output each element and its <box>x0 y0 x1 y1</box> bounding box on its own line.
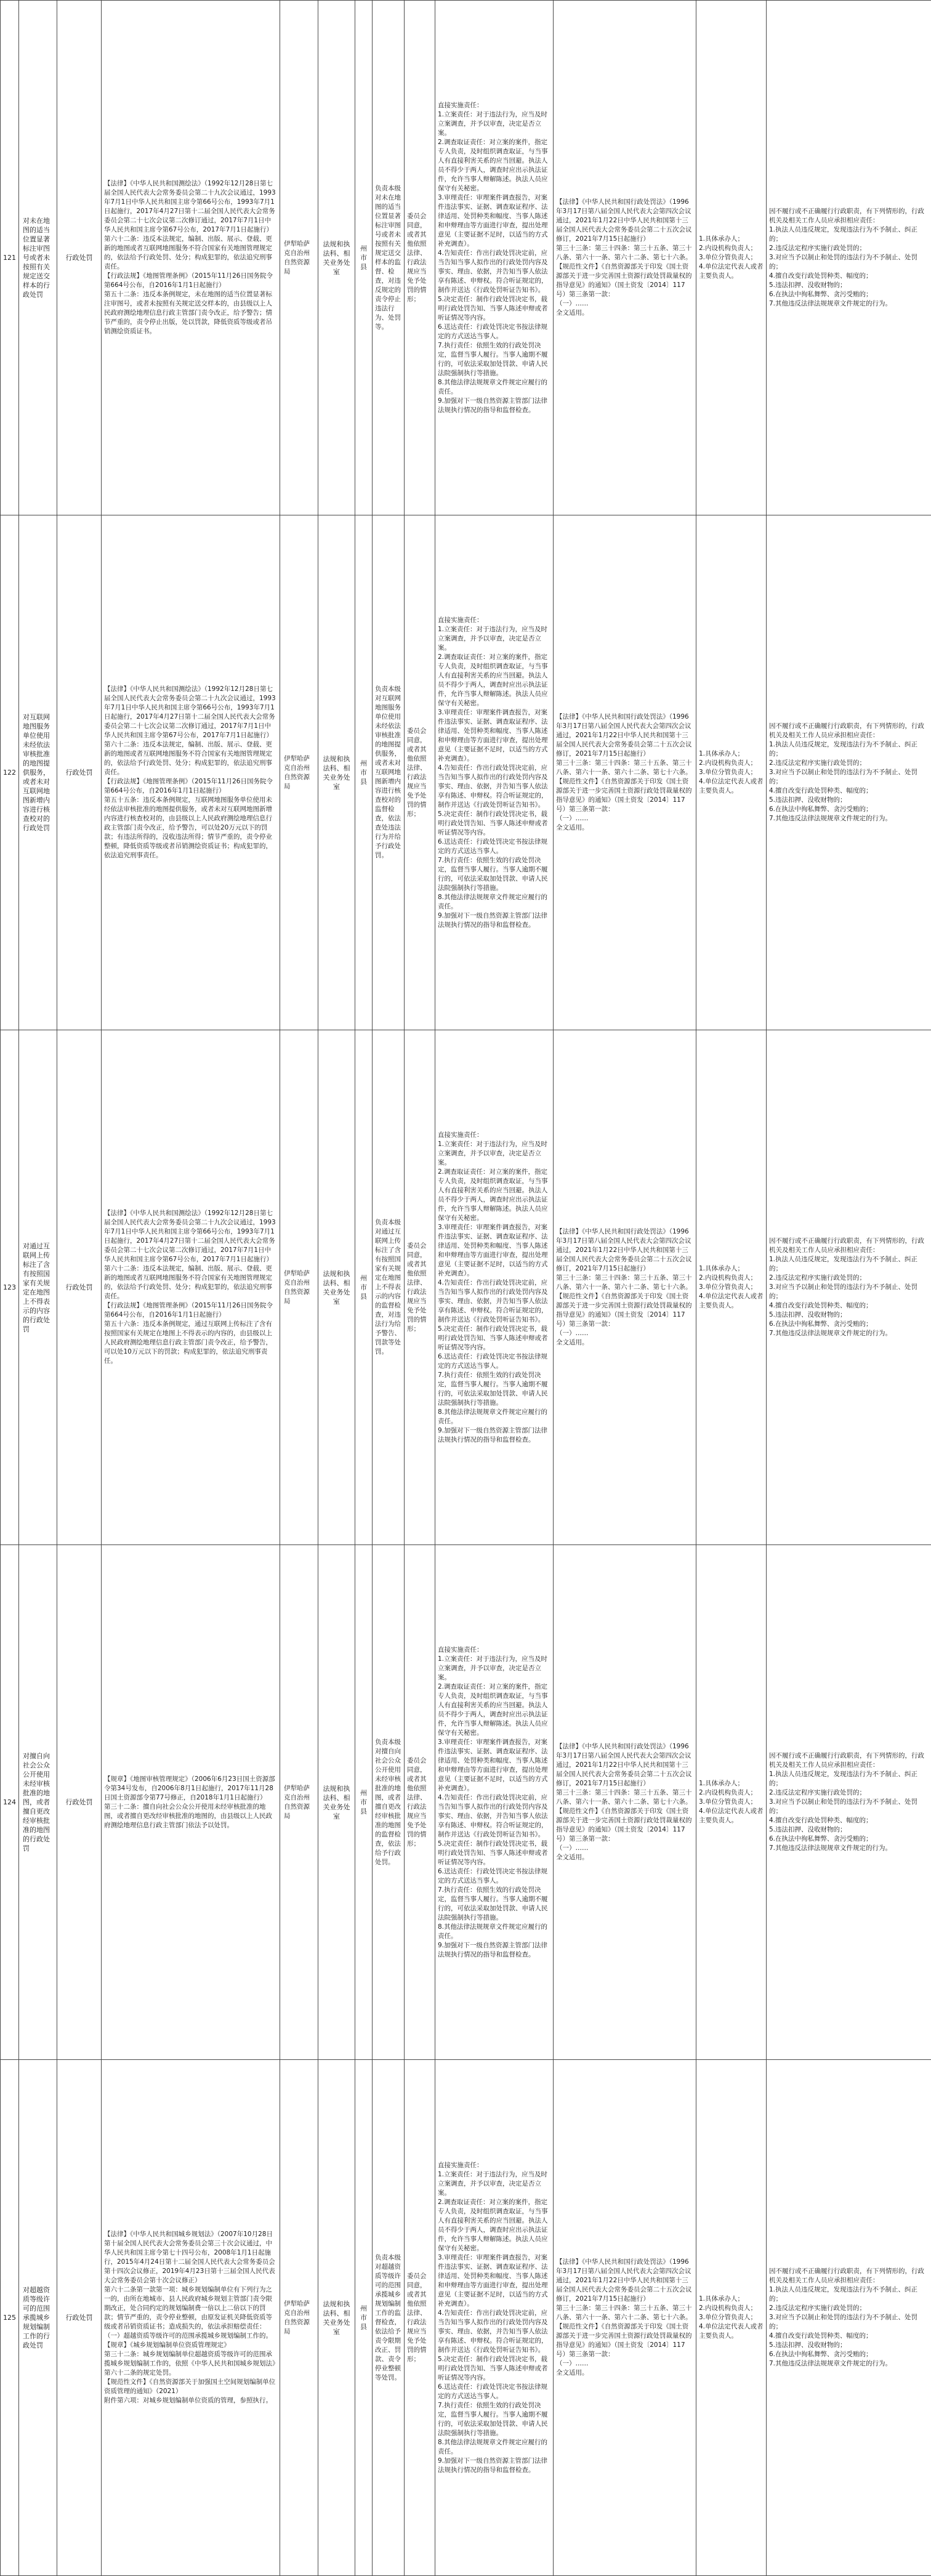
level-cell: 州市县 <box>355 2060 373 2576</box>
level-cell: 州市县 <box>355 1030 373 1545</box>
legal-basis-cell: 【法律】《中华人民共和国测绘法》（1992年12月28日第七届全国人民代表大会常务委员会第二十九次会议通过，1993年7月1日中华人民共和国主席令第66号公布，1993年7月1日起施行，2017年4月27日第十二届全国人民代表大会常务委员会第二十七次会议第二次修订通过，2017年7月1日中华人民共和国主席令第67号公布，2017年7月1日起施行） 第六十二条：违反本法规定，编制、出版、展示、登载、更新的地图或者互联网地图服务不符合国家有关地图管理规定的，依法给予行政处罚、处分；构成犯罪的，依法追究刑事责任。 【行政法规】《地图管理条例》（2015年11月26日国务院令第664号公布，自2016年1月1日起施行） 第五十五条：违反本条例规定，互联网地图服务单位使用未经依法审核批准的地图提供服务，或者未对互联网地图新增内容进行核查校对的，由县级以上人民政府测绘地理信息行政主管部门责令改正，给予警告，可以处20万元以下的罚款；有违法所得的，没收违法所得；情节严重的，责令停业整顿，降低资质等级或者吊销测绘资质证书；构成犯罪的，依法追究刑事责任。 <box>102 515 280 1030</box>
exempt-basis-cell: 【法律】《中华人民共和国行政处罚法》（1996年3月17日第八届全国人民代表大会第四次会议通过，2021年1月22日中华人民共和国第十三届全国人民代表大会常务委员会第二十五次会议修订，2021年7月15日起施行） 第三十三条：第三十四条：第三十五条、第三十八条、第六十一条、第六十二条、第七十六条。 【规范性文件】《自然资源部关于印发《国土资源部关于进一步完善国土资源行政处罚裁量权的指导意见》的通知》（国土资发〔2014〕117号）第三条第一款： （一）…… 全文适用。 <box>554 1 696 515</box>
accountability-grounds-cell: 因不履行或不正确履行行政职责，有下列情形的，行政机关及相关工作人员应承担相应责任： 1.执法人员违反规定，发现违法行为不予制止、纠正的； 2.违反法定程序实施行政处罚的； 3.对应当予以制止和处罚的违法行为不予制止、处罚的； 4.擅自改变行政处罚种类、幅度的； 5.违法扣押、没收财物的； 6.在执法中徇私舞弊、贪污受贿的； 7.其他违反法律法规规章文件规定的行为。 <box>767 1 931 515</box>
content-cell: 负责本级对互联网地图服务单位使用未经依法审核批准的地图提供服务，或者未对互联网地图新增内容进行核查校对的监督检查，依法查处违法行为并给予行政处罚。 <box>373 515 405 1030</box>
agency-cell: 伊犁哈萨克自治州自然资源局 <box>280 1030 318 1545</box>
row-seq-cell: 125 <box>1 2060 19 2576</box>
exemption-note-cell: 委员会同意，或者其他依照法律、行政法规应当免予处罚的情形； <box>405 1545 435 2060</box>
agency-cell: 伊犁哈萨克自治州自然资源局 <box>280 1 318 515</box>
table-row <box>1 1545 931 2060</box>
item-type-cell: 行政处罚 <box>57 2060 102 2576</box>
exempt-basis-cell: 【法律】《中华人民共和国行政处罚法》（1996年3月17日第八届全国人民代表大会第四次会议通过，2021年1月22日中华人民共和国第十三届全国人民代表大会常务委员会第二十五次会议修订，2021年7月15日起施行） 第三十三条：第三十四条：第三十五条、第三十八条、第六十一条、第六十二条、第七十六条。 【规范性文件】《自然资源部关于印发《国土资源部关于进一步完善国土资源行政处罚裁量权的指导意见》的通知》（国土资发〔2014〕117号）第三条第一款： （一）…… 全文适用。 <box>554 1545 696 2060</box>
level-cell: 州市县 <box>355 515 373 1030</box>
accountable-persons-cell: 1.具体承办人； 2.内设机构负责人； 3.单位分管负责人； 4.单位法定代表人或者主要负责人。 <box>696 515 767 1030</box>
legal-basis-cell: 【法律】《中华人民共和国测绘法》（1992年12月28日第七届全国人民代表大会常务委员会第二十九次会议通过，1993年7月1日中华人民共和国主席令第66号公布，1993年7月1日起施行，2017年4月27日第十二届全国人民代表大会常务委员会第二十七次会议第二次修订通过，2017年7月1日中华人民共和国主席令第67号公布，2017年7月1日起施行） 第六十二条：违反本法规定，编制、出版、展示、登载、更新的地图或者互联网地图服务不符合国家有关地图管理规定的，依法给予行政处罚、处分；构成犯罪的，依法追究刑事责任。 【行政法规】《地图管理条例》（2015年11月26日国务院令第664号公布，自2016年1月1日起施行） 第五十二条：违反本条例规定，未在地图的适当位置显著标注审图号，或者未按照有关规定送交样本的，由县级以上人民政府测绘地理信息行政主管部门责令改正，给予警告；情节严重的，责令停止出版，处以罚款，降低资质等级或者吊销测绘资质证书。 <box>102 1 280 515</box>
duty-cell: 直接实施责任： 1.立案责任：对于违法行为，应当及时立案调查，并予以审查，决定是否立案。 2.调查取证责任：对立案的案件，指定专人负责，及时组织调查取证，与当事人有直接利害关系的应当回避。执法人员不得少于两人，调查时应出示执法证件，允许当事人辩解陈述。执法人员应保守有关秘密。 3.审理责任：审理案件调查报告，对案件违法事实、证据、调查取证程序、法律适用、处罚种类和幅度、当事人陈述和申辩理由等方面进行审查，提出处理意见（主要证据不足时，以适当的方式补充调查）。 4.告知责任：作出行政处罚决定前，应当告知当事人拟作出的行政处罚内容及事实、理由、依据，并告知当事人依法享有陈述、申辩权。符合听证规定的，制作并送达《行政处罚听证告知书》。 5.决定责任：制作行政处罚决定书，载明行政处罚告知、当事人陈述申辩或者听证情况等内容。 6.送达责任：行政处罚决定书按法律规定的方式送达当事人。 7.执行责任：依照生效的行政处罚决定，监督当事人履行。当事人逾期不履行的，可依法采取加处罚款、申请人民法院强制执行等措施。 8.其他法律法规规章文件规定应履行的责任。 9.加强对下一级自然资源主管部门法律法规执行情况的指导和监督检查。 <box>435 2060 554 2576</box>
responsible-unit-cell: 法规和执法科、相关业务处室 <box>318 1030 355 1545</box>
item-name-cell: 对通过互联网上传标注了含有按照国家有关规定在地图上不得表示的内容的行政处罚 <box>19 1030 57 1545</box>
accountability-grounds-cell: 因不履行或不正确履行行政职责，有下列情形的，行政机关及相关工作人员应承担相应责任： 1.执法人员违反规定，发现违法行为不予制止、纠正的； 2.违反法定程序实施行政处罚的； 3.对应当予以制止和处罚的违法行为不予制止、处罚的； 4.擅自改变行政处罚种类、幅度的； 5.违法扣押、没收财物的； 6.在执法中徇私舞弊、贪污受贿的； 7.其他违反法律法规规章文件规定的行为。 <box>767 1030 931 1545</box>
accountable-persons-cell: 1.具体承办人； 2.内设机构负责人； 3.单位分管负责人； 4.单位法定代表人或者主要负责人。 <box>696 1030 767 1545</box>
item-name-cell: 对擅自向社会公众公开使用未经审核批准的地图，或者擅自更改经审核批准的地图的行政处罚 <box>19 1545 57 2060</box>
exemption-note-cell: 委员会同意，或者其他依照法律、行政法规应当免予处罚的情形； <box>405 1030 435 1545</box>
content-cell: 负责本级对擅自向社会公众公开使用未经审核批准的地图，或者擅自更改经审核批准的地图的监督检查，依法给予行政处罚。 <box>373 1545 405 2060</box>
content-cell: 负责本级对未在地图的适当位置显著标注审图号或者未按照有关规定送交样本的监督、检查，对违反规定的责令停止违法行为、处罚等。 <box>373 1 405 515</box>
legal-basis-cell: 【法律】《中华人民共和国测绘法》（1992年12月28日第七届全国人民代表大会常务委员会第二十九次会议通过，1993年7月1日中华人民共和国主席令第66号公布，1993年7月1日起施行，2017年4月27日第十二届全国人民代表大会常务委员会第二十七次会议第二次修订通过，2017年7月1日中华人民共和国主席令第67号公布，2017年7月1日起施行） 第六十二条：违反本法规定，编制、出版、展示、登载、更新的地图或者互联网地图服务不符合国家有关地图管理规定的，依法给予行政处罚、处分；构成犯罪的，依法追究刑事责任。 【行政法规】《地图管理条例》（2015年11月26日国务院令第664号公布，自2016年1月1日起施行） 第五十六条：违反本条例规定，通过互联网上传标注了含有按照国家有关规定在地图上不得表示的内容的，由县级以上人民政府测绘地理信息行政主管部门责令改正，给予警告，可以处10万元以下的罚款；构成犯罪的，依法追究刑事责任。 <box>102 1030 280 1545</box>
level-cell: 州市县 <box>355 1545 373 2060</box>
duty-cell: 直接实施责任： 1.立案责任：对于违法行为，应当及时立案调查，并予以审查，决定是否立案。 2.调查取证责任：对立案的案件，指定专人负责，及时组织调查取证，与当事人有直接利害关系的应当回避。执法人员不得少于两人，调查时应出示执法证件，允许当事人辩解陈述。执法人员应保守有关秘密。 3.审理责任：审理案件调查报告，对案件违法事实、证据、调查取证程序、法律适用、处罚种类和幅度、当事人陈述和申辩理由等方面进行审查，提出处理意见（主要证据不足时，以适当的方式补充调查）。 4.告知责任：作出行政处罚决定前，应当告知当事人拟作出的行政处罚内容及事实、理由、依据，并告知当事人依法享有陈述、申辩权。符合听证规定的，制作并送达《行政处罚听证告知书》。 5.决定责任：制作行政处罚决定书，载明行政处罚告知、当事人陈述申辩或者听证情况等内容。 6.送达责任：行政处罚决定书按法律规定的方式送达当事人。 7.执行责任：依照生效的行政处罚决定，监督当事人履行。当事人逾期不履行的，可依法采取加处罚款、申请人民法院强制执行等措施。 8.其他法律法规规章文件规定应履行的责任。 9.加强对下一级自然资源主管部门法律法规执行情况的指导和监督检查。 <box>435 1 554 515</box>
legal-basis-cell: 【法律】《中华人民共和国城乡规划法》（2007年10月28日第十届全国人民代表大会常务委员会第三十次会议通过，中华人民共和国主席令第七十四号公布，2008年1月1日起施行，2015年4月24日第十二届全国人民代表大会常务委员会第十四次会议修正，2019年4月23日第十三届全国人民代表大会常务委员会第十次会议修正） 第六十二条第一款第一项：城乡规划编制单位有下列行为之一的，由所在地城市、县人民政府城乡规划主管部门责令限期改正，处合同约定的规划编制费一倍以上二倍以下的罚款；情节严重的，责令停业整顿，由原发证机关降低资质等级或者吊销资质证书；造成损失的，依法承担赔偿责任：（一）超越资质等级许可的范围承揽城乡规划编制工作的。 【规章】《城乡规划编制单位资质管理规定》 第三十二条：城乡规划编制单位超越资质等级许可的范围承揽城乡规划编制工作的，依照《中华人民共和国城乡规划法》第六十二条的规定处罚。 【规范性文件】《自然资源部关于加强国土空间规划编制单位资质管理的通知》（2021） 附件第六项：对城乡规划编制单位资质的管理，参照执行。 <box>102 2060 280 2576</box>
exempt-basis-cell: 【法律】《中华人民共和国行政处罚法》（1996年3月17日第八届全国人民代表大会第四次会议通过，2021年1月22日中华人民共和国第十三届全国人民代表大会常务委员会第二十五次会议修订，2021年7月15日起施行） 第三十三条：第三十四条：第三十五条、第三十八条、第六十一条、第六十二条、第七十六条。 【规范性文件】《自然资源部关于印发《国土资源部关于进一步完善国土资源行政处罚裁量权的指导意见》的通知》（国土资发〔2014〕117号）第三条第一款： （一）…… 全文适用。 <box>554 2060 696 2576</box>
row-seq-cell: 124 <box>1 1545 19 2060</box>
table-row <box>1 1030 931 1545</box>
duty-cell: 直接实施责任： 1.立案责任：对于违法行为，应当及时立案调查，并予以审查，决定是否立案。 2.调查取证责任：对立案的案件，指定专人负责，及时组织调查取证，与当事人有直接利害关系的应当回避。执法人员不得少于两人，调查时应出示执法证件，允许当事人辩解陈述。执法人员应保守有关秘密。 3.审理责任：审理案件调查报告，对案件违法事实、证据、调查取证程序、法律适用、处罚种类和幅度、当事人陈述和申辩理由等方面进行审查，提出处理意见（主要证据不足时，以适当的方式补充调查）。 4.告知责任：作出行政处罚决定前，应当告知当事人拟作出的行政处罚内容及事实、理由、依据，并告知当事人依法享有陈述、申辩权。符合听证规定的，制作并送达《行政处罚听证告知书》。 5.决定责任：制作行政处罚决定书，载明行政处罚告知、当事人陈述申辩或者听证情况等内容。 6.送达责任：行政处罚决定书按法律规定的方式送达当事人。 7.执行责任：依照生效的行政处罚决定，监督当事人履行。当事人逾期不履行的，可依法采取加处罚款、申请人民法院强制执行等措施。 8.其他法律法规规章文件规定应履行的责任。 9.加强对下一级自然资源主管部门法律法规执行情况的指导和监督检查。 <box>435 515 554 1030</box>
accountable-persons-cell: 1.具体承办人； 2.内设机构负责人； 3.单位分管负责人； 4.单位法定代表人或者主要负责人。 <box>696 2060 767 2576</box>
table-body <box>1 1 931 2576</box>
table-row <box>1 515 931 1030</box>
accountability-grounds-cell: 因不履行或不正确履行行政职责，有下列情形的，行政机关及相关工作人员应承担相应责任： 1.执法人员违反规定，发现违法行为不予制止、纠正的； 2.违反法定程序实施行政处罚的； 3.对应当予以制止和处罚的违法行为不予制止、处罚的； 4.擅自改变行政处罚种类、幅度的； 5.违法扣押、没收财物的； 6.在执法中徇私舞弊、贪污受贿的； 7.其他违反法律法规规章文件规定的行为。 <box>767 2060 931 2576</box>
item-type-cell: 行政处罚 <box>57 1 102 515</box>
accountable-persons-cell: 1.具体承办人； 2.内设机构负责人； 3.单位分管负责人； 4.单位法定代表人或者主要负责人。 <box>696 1545 767 2060</box>
duty-cell: 直接实施责任： 1.立案责任：对于违法行为，应当及时立案调查，并予以审查，决定是否立案。 2.调查取证责任：对立案的案件，指定专人负责，及时组织调查取证，与当事人有直接利害关系的应当回避。执法人员不得少于两人，调查时应出示执法证件，允许当事人辩解陈述。执法人员应保守有关秘密。 3.审理责任：审理案件调查报告，对案件违法事实、证据、调查取证程序、法律适用、处罚种类和幅度、当事人陈述和申辩理由等方面进行审查，提出处理意见（主要证据不足时，以适当的方式补充调查）。 4.告知责任：作出行政处罚决定前，应当告知当事人拟作出的行政处罚内容及事实、理由、依据，并告知当事人依法享有陈述、申辩权。符合听证规定的，制作并送达《行政处罚听证告知书》。 5.决定责任：制作行政处罚决定书，载明行政处罚告知、当事人陈述申辩或者听证情况等内容。 6.送达责任：行政处罚决定书按法律规定的方式送达当事人。 7.执行责任：依照生效的行政处罚决定，监督当事人履行。当事人逾期不履行的，可依法采取加处罚款、申请人民法院强制执行等措施。 8.其他法律法规规章文件规定应履行的责任。 9.加强对下一级自然资源主管部门法律法规执行情况的指导和监督检查。 <box>435 1030 554 1545</box>
responsible-unit-cell: 法规和执法科、相关业务处室 <box>318 2060 355 2576</box>
accountability-grounds-cell: 因不履行或不正确履行行政职责，有下列情形的，行政机关及相关工作人员应承担相应责任： 1.执法人员违反规定，发现违法行为不予制止、纠正的； 2.违反法定程序实施行政处罚的； 3.对应当予以制止和处罚的违法行为不予制止、处罚的； 4.擅自改变行政处罚种类、幅度的； 5.违法扣押、没收财物的； 6.在执法中徇私舞弊、贪污受贿的； 7.其他违反法律法规规章文件规定的行为。 <box>767 1545 931 2060</box>
level-cell: 州市县 <box>355 1 373 515</box>
responsible-unit-cell: 法规和执法科、相关业务处室 <box>318 1 355 515</box>
table-row <box>1 1 931 515</box>
row-seq-cell: 121 <box>1 1 19 515</box>
responsible-unit-cell: 法规和执法科、相关业务处室 <box>318 515 355 1030</box>
item-name-cell: 对超越资质等级许可的范围承揽城乡规划编制工作的行政处罚 <box>19 2060 57 2576</box>
accountable-persons-cell: 1.具体承办人； 2.内设机构负责人； 3.单位分管负责人； 4.单位法定代表人或者主要负责人。 <box>696 1 767 515</box>
item-type-cell: 行政处罚 <box>57 1030 102 1545</box>
agency-cell: 伊犁哈萨克自治州自然资源局 <box>280 1545 318 2060</box>
row-seq-cell: 122 <box>1 515 19 1030</box>
exemption-note-cell: 委员会同意，或者其他依照法律、行政法规应当免予处罚的情形； <box>405 515 435 1030</box>
item-type-cell: 行政处罚 <box>57 515 102 1030</box>
exemption-note-cell: 委员会同意，或者其他依照法律、行政法规应当免予处罚的情形； <box>405 2060 435 2576</box>
row-seq-cell: 123 <box>1 1030 19 1545</box>
agency-cell: 伊犁哈萨克自治州自然资源局 <box>280 515 318 1030</box>
exempt-basis-cell: 【法律】《中华人民共和国行政处罚法》（1996年3月17日第八届全国人民代表大会第四次会议通过，2021年1月22日中华人民共和国第十三届全国人民代表大会常务委员会第二十五次会议修订，2021年7月15日起施行） 第三十三条：第三十四条：第三十五条、第三十八条、第六十一条、第六十二条、第七十六条。 【规范性文件】《自然资源部关于印发《国土资源部关于进一步完善国土资源行政处罚裁量权的指导意见》的通知》（国土资发〔2014〕117号）第三条第一款： （一）…… 全文适用。 <box>554 1030 696 1545</box>
exemption-note-cell: 委员会同意，或者其他依照法律、行政法规应当免予处罚的情形； <box>405 1 435 515</box>
content-cell: 负责本级对通过互联网上传标注了含有按照国家有关规定在地图上不得表示的内容的监督检查，对违法行为给予警告、罚款等处罚。 <box>373 1030 405 1545</box>
item-name-cell: 对互联网地图服务单位使用未经依法审核批准的地图提供服务，或者未对互联网地图新增内容进行核查校对的行政处罚 <box>19 515 57 1030</box>
agency-cell: 伊犁哈萨克自治州自然资源局 <box>280 2060 318 2576</box>
item-type-cell: 行政处罚 <box>57 1545 102 2060</box>
legal-basis-cell: 【规章】《地图审核管理规定》（2006年6月23日国土资源部令第34号发布，自2006年8月1日起施行，2017年11月28日国土资源部令第77号修正，自2018年1月1日起施行） 第三十二条：擅自向社会公众公开使用未经审核批准的地图，或者擅自更改经审核批准的地图的，由县级以上人民政府测绘地理信息行政主管部门依法予以处罚。 <box>102 1545 280 2060</box>
item-name-cell: 对未在地图的适当位置显著标注审图号或者未按照有关规定送交样本的行政处罚 <box>19 1 57 515</box>
accountability-grounds-cell: 因不履行或不正确履行行政职责，有下列情形的，行政机关及相关工作人员应承担相应责任： 1.执法人员违反规定，发现违法行为不予制止、纠正的； 2.违反法定程序实施行政处罚的； 3.对应当予以制止和处罚的违法行为不予制止、处罚的； 4.擅自改变行政处罚种类、幅度的； 5.违法扣押、没收财物的； 6.在执法中徇私舞弊、贪污受贿的； 7.其他违反法律法规规章文件规定的行为。 <box>767 515 931 1030</box>
responsible-unit-cell: 法规和执法科、相关业务处室 <box>318 1545 355 2060</box>
table-row <box>1 2060 931 2576</box>
duty-cell: 直接实施责任： 1.立案责任：对于违法行为，应当及时立案调查，并予以审查，决定是否立案。 2.调查取证责任：对立案的案件，指定专人负责，及时组织调查取证，与当事人有直接利害关系的应当回避。执法人员不得少于两人，调查时应出示执法证件，允许当事人辩解陈述。执法人员应保守有关秘密。 3.审理责任：审理案件调查报告，对案件违法事实、证据、调查取证程序、法律适用、处罚种类和幅度、当事人陈述和申辩理由等方面进行审查，提出处理意见（主要证据不足时，以适当的方式补充调查）。 4.告知责任：作出行政处罚决定前，应当告知当事人拟作出的行政处罚内容及事实、理由、依据，并告知当事人依法享有陈述、申辩权。符合听证规定的，制作并送达《行政处罚听证告知书》。 5.决定责任：制作行政处罚决定书，载明行政处罚告知、当事人陈述申辩或者听证情况等内容。 6.送达责任：行政处罚决定书按法律规定的方式送达当事人。 7.执行责任：依照生效的行政处罚决定，监督当事人履行。当事人逾期不履行的，可依法采取加处罚款、申请人民法院强制执行等措施。 8.其他法律法规规章文件规定应履行的责任。 9.加强对下一级自然资源主管部门法律法规执行情况的指导和监督检查。 <box>435 1545 554 2060</box>
exempt-basis-cell: 【法律】《中华人民共和国行政处罚法》（1996年3月17日第八届全国人民代表大会第四次会议通过，2021年1月22日中华人民共和国第十三届全国人民代表大会常务委员会第二十五次会议修订，2021年7月15日起施行） 第三十三条：第三十四条：第三十五条、第三十八条、第六十一条、第六十二条、第七十六条。 【规范性文件】《自然资源部关于印发《国土资源部关于进一步完善国土资源行政处罚裁量权的指导意见》的通知》（国土资发〔2014〕117号）第三条第一款： （一）…… 全文适用。 <box>554 515 696 1030</box>
content-cell: 负责本级对超越资质等级许可的范围承揽城乡规划编制工作的监督检查，依法给予责令限期改正、罚款、责令停业整顿等处罚。 <box>373 2060 405 2576</box>
